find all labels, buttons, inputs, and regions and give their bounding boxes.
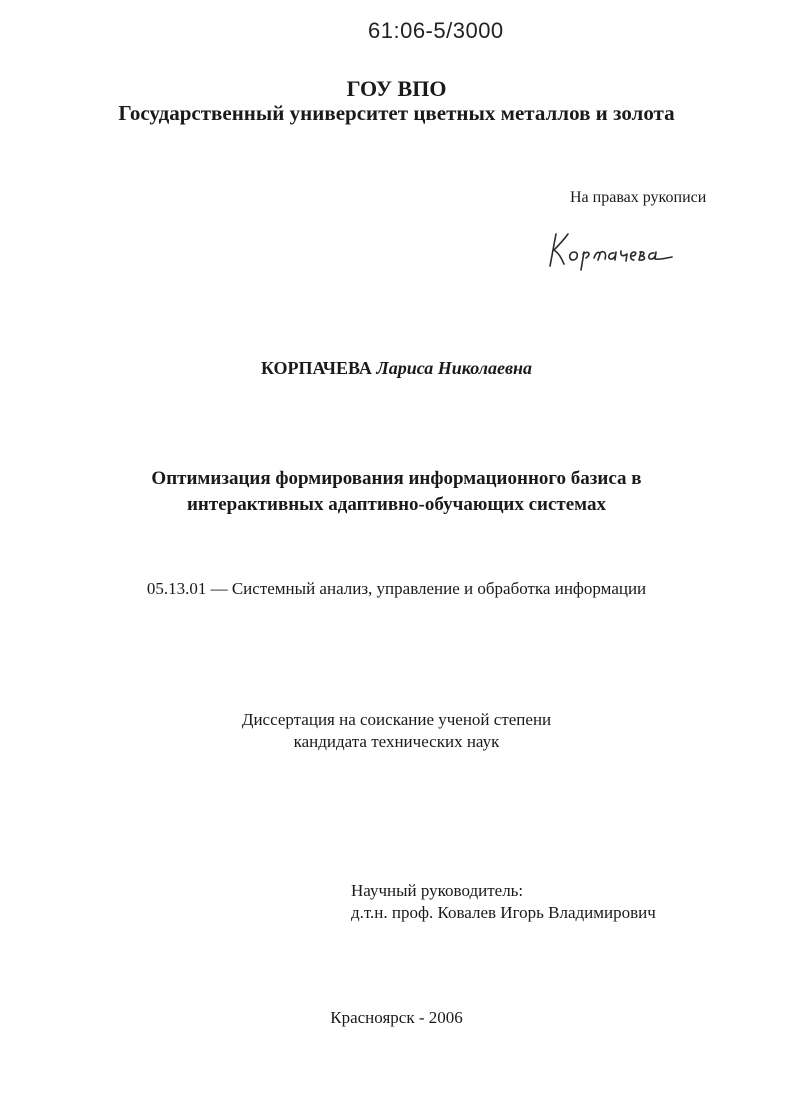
archive-stamp: 61:06-5/3000	[368, 18, 504, 43]
supervisor-block	[351, 880, 656, 924]
dissertation-title	[0, 466, 793, 518]
supervisor-label: Научный руководитель:	[351, 881, 524, 900]
specialty-code: 05.13.01 — Системный анализ, управление и обработка информации	[146, 579, 647, 598]
organization-short: ГОУ ВПО	[346, 76, 447, 101]
handwritten-signature-icon	[544, 224, 679, 272]
degree-line-1: Диссертация на соискание ученой степени	[241, 710, 552, 729]
author-given-names: Лариса Николаевна	[376, 358, 533, 378]
supervisor-name: д.т.н. проф. Ковалев Игорь Владимирович	[351, 903, 656, 922]
author-surname: КОРПАЧЕВА	[260, 358, 372, 378]
city-year: Красноярск - 2006	[330, 1008, 463, 1027]
degree-line-2: кандидата технических наук	[293, 732, 500, 751]
rights-note: На правах рукописи	[570, 189, 707, 206]
title-line-1: Оптимизация формирования информационного базиса в	[151, 468, 642, 489]
author-name	[0, 358, 793, 379]
organization-full: Государственный университет цветных металлов и золота	[118, 101, 675, 125]
degree-statement	[0, 709, 793, 753]
title-line-2: интерактивных адаптивно-обучающих системах	[186, 494, 606, 515]
